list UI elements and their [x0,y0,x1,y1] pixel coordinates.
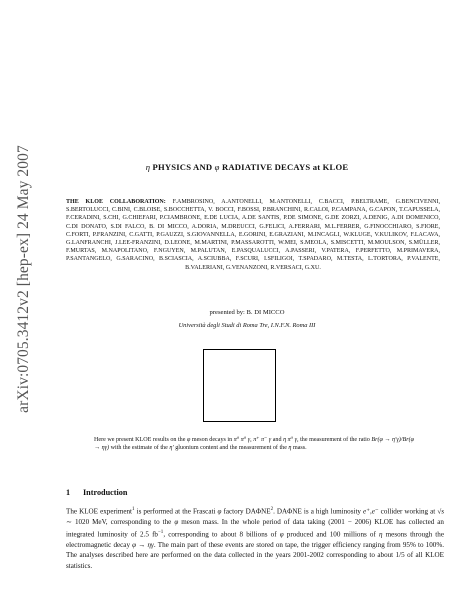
intro-text: collider working at [378,507,438,516]
intro-math: η [378,529,383,538]
section-title: Introduction [83,488,128,497]
intro-text: . The main part of these events are stored on tape, the trigger efficiency ranging from 95% to 100%. The analyses described here are performed on the data collected in the years 2001-2002 corresponding to about 1/5 of all KLOE statistics. [66,540,445,570]
abstract-text: meson decays in [190,437,234,443]
intro-math: φ → ηγ [132,540,154,549]
abstract [94,436,414,453]
presenter: presented by: B. DI MICCO [209,309,285,316]
intro-text: , corresponding to about 8 billions of [163,529,280,538]
abstract-math: φ [186,437,191,443]
intro-text: mesons through the electromagnetic decay [66,529,444,549]
abstract-math: Br(φ → η′γ)/Br(φ → ηγ) [94,437,414,452]
collaboration-names: F.AMBROSINO, A.ANTONELLI, M.ANTONELLI, C.BACCI, P.BELTRAME, G.BENCIVENNI, S.BERTOLUCCI, C.BINI, C.BLOISE, S.BOCCHETTA, V. BOCCI, F.BOSSI, P.BRANCHINI, R.CALOI, P.CAMPANA, G.CAPON, T.CAPUSSELA, F.CERADINI, S.CHI, G.CHIEFARI, P.CIAMBRONE, E.DE LUCIA, A.DE SANTIS, P.DE SIMONE, G.DE ZORZI, A.DENIG, A.DI DOMENICO, C.DI DONATO, S.DI FALCO, B. DI MICCO, A.DORIA, M.DREUCCI, G.FELICI, A.FERRARI, M.L.FERRER, G.FINOCCHIARO, S.FIORE, C.FORTI, P.FRANZINI, C.GATTI, P.GAUZZI, S.GIOVANNELLA, E.GORINI, E.GRAZIANI, M.INCAGLI, W.KLUGE, V.KULIKOV, F.LACAVA, G.LANFRANCHI, J.LEE-FRANZINI, D.LEONE, M.MARTINI, P.MASSAROTTI, W.MEI, S.MEOLA, S.MISCETTI, M.MOULSON, S.MÜLLER, F.MURTAS, M.NAPOLITANO, F.NGUYEN, M.PALUTAN, E.PASQUALUCCI, A.PASSERI, V.PATERA, F.PERFETTO, M.PRIMAVERA, P.SANTANGELO, G.SARACINO, B.SCIASCIA, A.SCIUBBA, F.SCURI, I.SFILIGOI, T.SPADARO, M.TESTA, L.TORTORA, P.VALENTE, B.VALERIANI, G.VENANZONI, R.VERSACI, G.XU. [66,199,440,271]
abstract-text: mass. [291,445,307,452]
abstract-math: η π⁰ γ [283,437,298,443]
abstract-math: η [288,445,292,452]
intro-math: √s [437,507,445,516]
intro-text: produced and 100 millions of [283,529,379,538]
intro-exponent: −1 [157,529,164,535]
author-list [66,198,440,272]
section-heading [66,488,127,497]
figure-placeholder-box [203,349,276,422]
paper-title [60,162,434,172]
abstract-text: Here we present KLOE results on the [94,437,187,443]
abstract-text: with the estimate of the [109,445,170,452]
title-part1: PHYSICS AND [150,162,215,172]
intro-text: factory DAΦNE [221,507,271,516]
abstract-text: , the measurement of the ratio [297,437,372,443]
abstract-text: , [250,437,254,443]
abstract-math: π⁺ π⁻ γ [253,437,272,443]
footnote-ref: 1 [132,507,135,512]
affiliation: Università degli Studi di Roma Tre, I.N.F.N. Roma III [178,322,316,329]
intro-text: meson mass. In the whole period of data taking (2001 − 2006) KLOE has collected an integrated luminosity of 2.5 fb [66,517,444,538]
section-number: 1 [66,488,71,497]
title-eta: η [145,162,151,172]
footnote-ref: 2 [270,507,274,512]
intro-math: φ [174,517,179,526]
intro-math: φ [217,507,222,516]
abstract-text: gluonium content and the measurement of the [173,445,289,452]
title-part2: RADIATIVE DECAYS at KLOE [219,162,349,172]
title-phi: φ [214,162,220,172]
intro-text: is performed at the Frascati [134,507,218,516]
intro-math: e⁺,e⁻ [363,507,379,516]
arxiv-identifier: arXiv:0705.3412v2 [hep-ex] 24 May 2007 [15,145,32,413]
intro-text: . DAΦNE is a high luminosity [273,507,364,516]
intro-text: The KLOE experiment [66,507,133,516]
introduction-paragraph [66,505,444,571]
intro-math: φ [279,529,284,538]
abstract-math: π⁰ π⁰ γ [233,437,251,443]
intro-text: ∼ 1020 MeV, corresponding to the [66,517,175,526]
abstract-math: η′ [169,445,174,452]
collaboration-label: THE KLOE COLLABORATION: [66,199,166,205]
abstract-text: and [271,437,284,443]
